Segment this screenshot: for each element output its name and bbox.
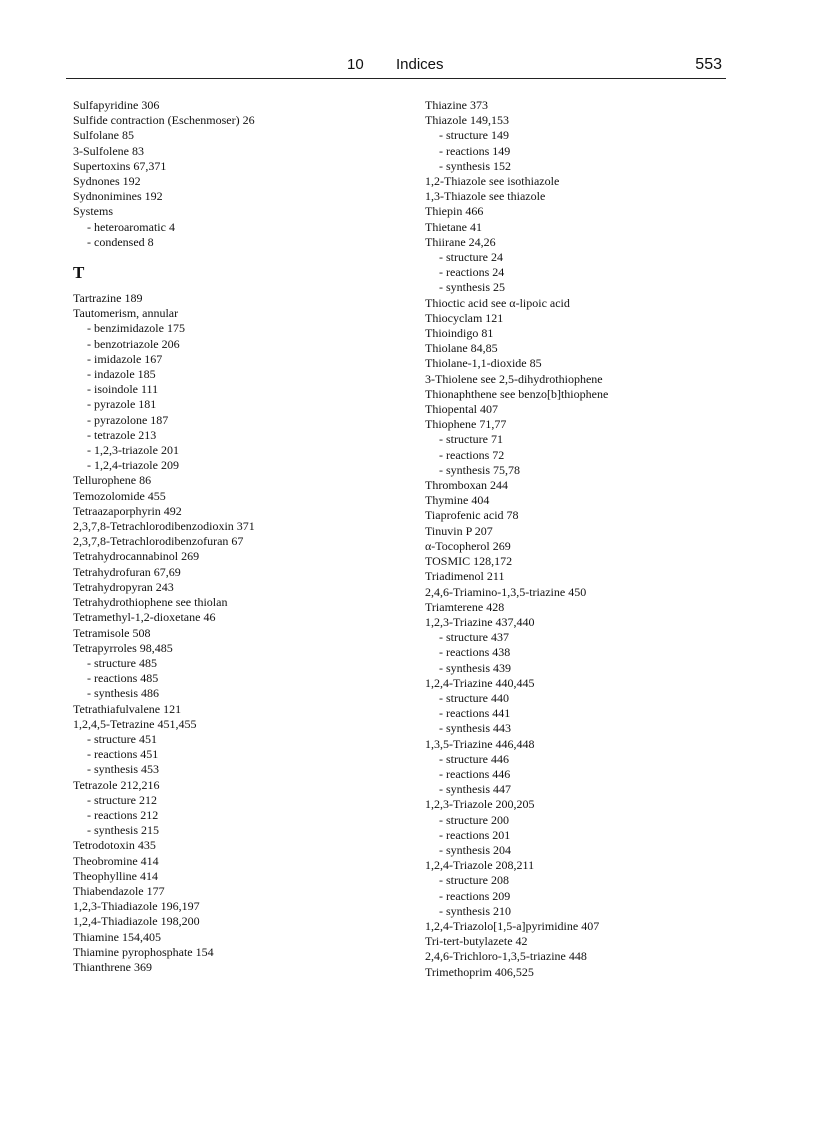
index-entry: Supertoxins 67,371 (73, 158, 167, 173)
index-entry: Thymine 404 (425, 493, 490, 508)
running-header (66, 54, 726, 78)
index-entry: Thiazole 149,153 (425, 113, 509, 128)
chapter-number: 10 (347, 56, 364, 73)
index-subentry: - structure 71 (439, 432, 503, 447)
index-entry: 3-Sulfolene 83 (73, 143, 144, 158)
index-entry: Thiamine 154,405 (73, 929, 161, 944)
index-subentry: - reactions 451 (87, 747, 159, 762)
index-subentry: - synthesis 486 (87, 686, 159, 701)
index-subentry: - structure 212 (87, 792, 157, 807)
index-entry: Tetrahydrocannabinol 269 (73, 549, 200, 564)
index-entry: Tetramethyl-1,2-dioxetane 46 (73, 610, 216, 625)
index-subentry: - reactions 24 (439, 265, 505, 280)
index-entry: Thromboxan 244 (425, 478, 508, 493)
index-entry: Thiopental 407 (425, 402, 498, 417)
index-subentry: - synthesis 443 (439, 721, 511, 736)
index-entry: Thiamine pyrophosphate 154 (73, 944, 214, 959)
index-entry: Thiazine 373 (425, 98, 488, 112)
index-entry: 1,2,3-Triazole 200,205 (425, 797, 535, 812)
index-subentry: - synthesis 215 (87, 823, 159, 838)
index-subentry: - 1,2,3-triazole 201 (87, 443, 179, 458)
index-entry: 3-Thiolene see 2,5-dihydrothiophene (425, 371, 603, 386)
index-entry: Thiabendazole 177 (73, 883, 165, 898)
index-subentry: - synthesis 453 (87, 762, 159, 777)
index-subentry: - structure 149 (439, 128, 509, 143)
chapter-title: Indices (396, 56, 444, 73)
index-entry: Thiolane-1,1-dioxide 85 (425, 356, 542, 371)
index-entry: Theobromine 414 (73, 853, 159, 868)
index-entry: Thiepin 466 (425, 204, 484, 219)
index-entry: Tri-tert-butylazete 42 (425, 934, 528, 949)
index-entry: Tellurophene 86 (73, 473, 152, 488)
index-entry: Thioindigo 81 (425, 326, 494, 341)
index-entry: Theophylline 414 (73, 868, 158, 883)
index-subentry: - synthesis 447 (439, 782, 511, 797)
index-subentry: - pyrazole 181 (87, 397, 157, 412)
index-entry: 1,2,4-Triazole 208,211 (425, 858, 535, 873)
index-entry: Tetrazole 212,216 (73, 777, 160, 792)
index-subentry: - structure 440 (439, 690, 509, 705)
index-entry: Sydnonimines 192 (73, 189, 163, 204)
index-entry: 1,2,4,5-Tetrazine 451,455 (73, 716, 197, 731)
index-entry: Thioctic acid see α-lipoic acid (425, 295, 570, 310)
index-entry: Tautomerism, annular (73, 306, 179, 321)
index-entry: Thietane 41 (425, 219, 482, 234)
index-subentry: - synthesis 75,78 (439, 462, 520, 477)
index-entry: Tetrapyrroles 98,485 (73, 640, 173, 655)
index-entry: 1,2,4-Triazine 440,445 (425, 675, 535, 690)
index-entry: Tetramisole 508 (73, 625, 151, 640)
index-entry: Sulfolane 85 (73, 128, 134, 143)
index-entry: 1,2,4-Thiadiazole 198,200 (73, 914, 200, 929)
index-entry: 1,2,3-Thiadiazole 196,197 (73, 899, 200, 914)
header-rule (66, 78, 726, 79)
index-subentry: - reactions 201 (439, 827, 511, 842)
index-entry: Tetrodotoxin 435 (73, 838, 156, 853)
index-subentry: - structure 437 (439, 630, 509, 645)
index-entry: 2,4,6-Triamino-1,3,5-triazine 450 (425, 584, 587, 599)
index-entry: Tetrahydrothiophene see thiolan (73, 595, 228, 610)
index-entry: Trimethoprim 406,525 (425, 964, 534, 979)
index-subentry: - synthesis 439 (439, 660, 511, 675)
index-subentry: - benzotriazole 206 (87, 336, 180, 351)
index-entry: 2,4,6-Trichloro-1,3,5-triazine 448 (425, 949, 587, 964)
index-entry: Systems (73, 204, 114, 219)
index-entry: 2,3,7,8-Tetrachlorodibenzofuran 67 (73, 534, 244, 549)
index-entry: 1,2,3-Triazine 437,440 (425, 614, 535, 629)
index-subentry: - imidazole 167 (87, 351, 163, 366)
index-subentry: - structure 446 (439, 751, 509, 766)
index-entry: Tetrahydrofuran 67,69 (73, 564, 181, 579)
index-subentry: - reactions 212 (87, 807, 159, 822)
page-number: 553 (695, 56, 722, 73)
index-entry: α-Tocopherol 269 (425, 538, 511, 553)
index-subentry: - synthesis 210 (439, 903, 511, 918)
index-entry: Tinuvin P 207 (425, 523, 493, 538)
index-entry: Tetrathiafulvalene 121 (73, 701, 182, 716)
index-entry: Temozolomide 455 (73, 488, 166, 503)
index-entry: Thionaphthene see benzo[b]thiophene (425, 386, 609, 401)
index-subentry: - synthesis 152 (439, 158, 511, 173)
index-subentry: - structure 24 (439, 250, 503, 265)
index-subentry: - reactions 441 (439, 706, 511, 721)
index-entry: Thiophene 71,77 (425, 417, 507, 432)
index-subentry: - reactions 446 (439, 766, 511, 781)
index-entry: Tiaprofenic acid 78 (425, 508, 519, 523)
index-entry: Sulfapyridine 306 (73, 98, 160, 112)
index-subentry: - pyrazolone 187 (87, 412, 169, 427)
index-entry: Thiocyclam 121 (425, 310, 504, 325)
index-entry: Tetraazaporphyrin 492 (73, 503, 182, 518)
index-subentry: - indazole 185 (87, 367, 156, 382)
index-subentry: - isoindole 111 (87, 382, 159, 397)
index-subentry: - reactions 149 (439, 143, 511, 158)
index-column-left (73, 98, 403, 975)
index-subentry: - structure 451 (87, 731, 157, 746)
index-subentry: - structure 208 (439, 873, 509, 888)
index-entry: Sydnones 192 (73, 174, 141, 189)
index-entry: 1,2,4-Triazolo[1,5-a]pyrimidine 407 (425, 918, 600, 933)
index-entry: Sulfide contraction (Eschenmoser) 26 (73, 113, 255, 128)
index-entry: 1,3,5-Triazine 446,448 (425, 736, 535, 751)
index-subentry: - tetrazole 213 (87, 427, 157, 442)
index-entry: Thianthrene 369 (73, 959, 152, 974)
index-entry: Triamterene 428 (425, 599, 505, 614)
index-entry: 2,3,7,8-Tetrachlorodibenzodioxin 371 (73, 519, 255, 534)
index-entry: Tartrazine 189 (73, 291, 143, 306)
index-entry: Thiirane 24,26 (425, 234, 496, 249)
index-subentry: - reactions 72 (439, 447, 505, 462)
index-subentry: - 1,2,4-triazole 209 (87, 458, 179, 473)
index-subentry: - reactions 209 (439, 888, 511, 903)
index-subentry: - synthesis 25 (439, 280, 505, 295)
index-entry: Thiolane 84,85 (425, 341, 498, 356)
index-entry: 1,2-Thiazole see isothiazole (425, 174, 560, 189)
index-subentry: - synthesis 204 (439, 842, 511, 857)
index-entry: TOSMIC 128,172 (425, 554, 513, 569)
index-subentry: - reactions 485 (87, 671, 159, 686)
index-subentry: - structure 200 (439, 812, 509, 827)
index-subentry: - structure 485 (87, 655, 157, 670)
index-subentry: - heteroaromatic 4 (87, 219, 175, 234)
index-entry: Tetrahydropyran 243 (73, 579, 174, 594)
section-letter: T (73, 263, 85, 283)
index-subentry: - reactions 438 (439, 645, 511, 660)
index-entry: Triadimenol 211 (425, 569, 505, 584)
index-column-right (425, 98, 725, 980)
index-subentry: - benzimidazole 175 (87, 321, 185, 336)
index-entry: 1,3-Thiazole see thiazole (425, 189, 546, 204)
index-subentry: - condensed 8 (87, 234, 154, 249)
